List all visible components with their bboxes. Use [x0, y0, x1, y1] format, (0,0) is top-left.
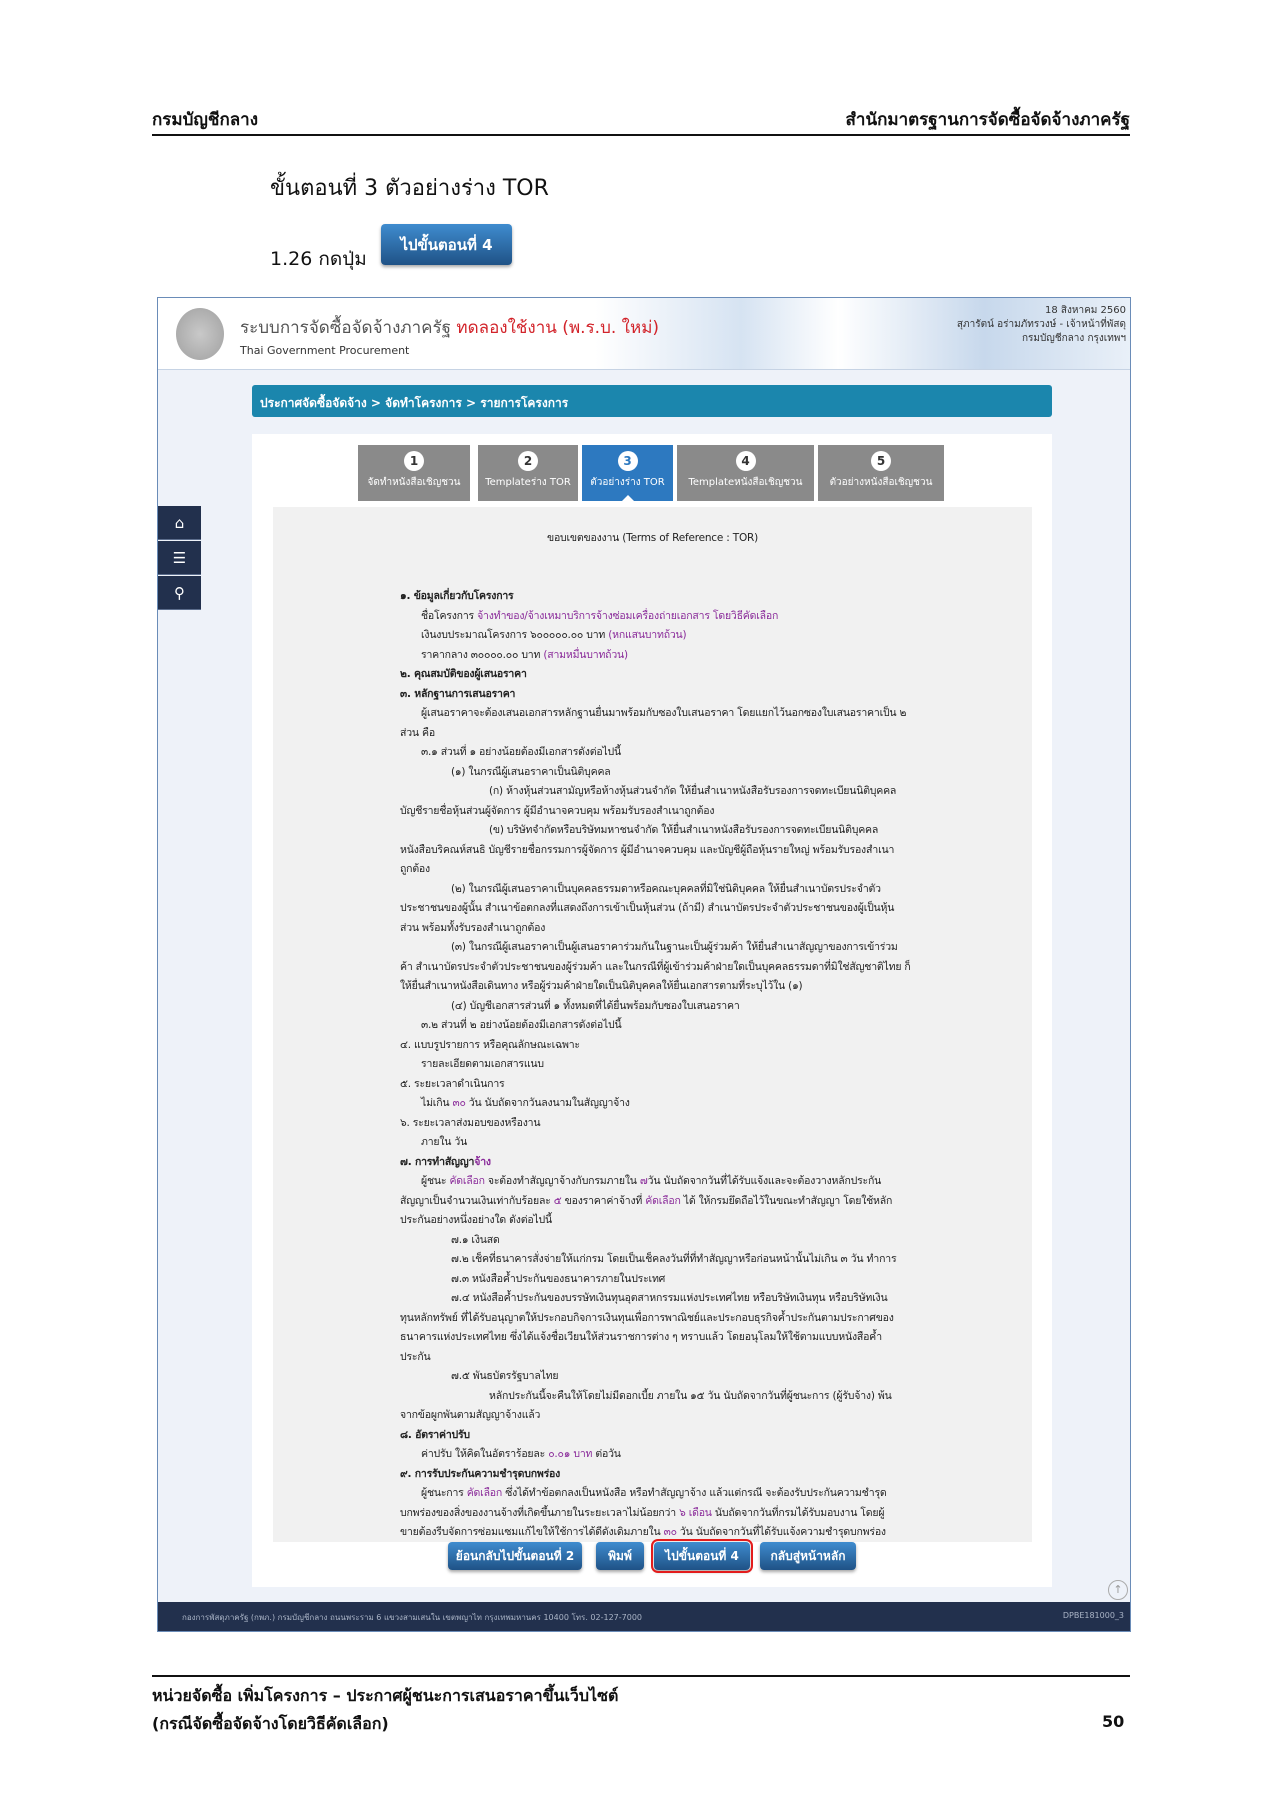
section-heading: ขั้นตอนที่ 3 ตัวอย่างร่าง TOR: [270, 176, 549, 201]
line-text: ๑. ข้อมูลเกี่ยวกับโครงการ: [400, 590, 514, 602]
line-text: ผู้เสนอราคาจะต้องเสนอเอกสารหลักฐานยื่นมาพร้อมกับซองใบเสนอราคา โดยแยกไว้นอกซองใบเสนอราคาเป็น ๒: [421, 707, 907, 719]
line-text: ๗. การทำสัญญา: [400, 1155, 475, 1168]
line-text: (๑) ในกรณีผู้เสนอราคาเป็นนิติบุคคล: [451, 765, 611, 778]
active-caret-icon: [621, 495, 635, 502]
tab-label: ตัวอย่างหนังสือเชิญชวน: [829, 477, 933, 488]
tor-document: [273, 507, 1032, 1542]
line-text: หนังสือบริคณห์สนธิ บัญชีรายชื่อกรรมการผู้จัดการ ผู้มีอำนาจควบคุม และบัญชีผู้ถือหุ้นรายใหญ่ พร้อมรับรองสำเนา: [400, 843, 895, 856]
line-text: วัน นับถัดจากวันที่ได้รับแจ้งความชำรุดบกพร่อง: [676, 1526, 886, 1538]
document-line: [400, 977, 802, 994]
step-number: 2: [518, 451, 538, 471]
line-text: ราคากลาง ๓๐๐๐๐.๐๐ บาท: [421, 648, 544, 661]
filled-value: คัดเลือก: [466, 1487, 503, 1499]
step-number: 1: [404, 451, 424, 471]
document-line: [489, 1387, 892, 1404]
line-text: ภายใน วัน: [421, 1136, 468, 1148]
garuda-logo: [176, 308, 224, 360]
document-line: [400, 1523, 886, 1540]
document-line: [421, 1055, 544, 1072]
line-text: บัญชีรายชื่อหุ้นส่วนผู้จัดการ ผู้มีอำนาจควบคุม พร้อมรับรองสำเนาถูกต้อง: [400, 804, 715, 817]
document-line: [421, 1172, 881, 1189]
document-line: [451, 1250, 896, 1267]
document-line: [421, 607, 778, 624]
next-step-4-button[interactable]: ไปขั้นตอนที่ 4: [654, 1542, 750, 1570]
document-line: [421, 1484, 887, 1501]
line-text: ธนาคารแห่งประเทศไทย ซึ่งได้แจ้งชื่อเวียนให้ส่วนราชการต่าง ๆ ทราบแล้ว โดยอนุโลมให้ใช้ตามแบบหนังสือค้ำ: [400, 1331, 882, 1343]
line-text: ๙. การรับประกันความชำรุดบกพร่อง: [400, 1467, 561, 1480]
document-line: [400, 1036, 580, 1053]
line-text: ๗.๔ หนังสือค้ำประกันของบรรษัทเงินทุนอุตสาหกรรมแห่งประเทศไทย หรือบริษัทเงินทุน หรือบริษัทเงิน: [451, 1292, 888, 1304]
tab-label: Templateร่าง TOR: [485, 477, 571, 488]
line-text: ๗.๒ เช็คที่ธนาคารสั่งจ่ายให้แก่กรม โดยเป็นเช็คลงวันที่ที่ทำสัญญาหรือก่อนหน้านั้นไม่เกิน ๓ วัน ทำการ: [451, 1253, 897, 1265]
document-line: [400, 1328, 882, 1345]
document-line: [421, 1133, 467, 1150]
line-text: ขายต้องรีบจัดการซ่อมแซมแก้ไขให้ใช้การได้ดีดังเดิมภายใน: [400, 1526, 664, 1538]
line-text: จะต้องทำสัญญาจ้างกับกรมภายใน: [484, 1175, 640, 1187]
line-text: วัน นับถัดจากวันลงนามในสัญญาจ้าง: [465, 1097, 630, 1109]
line-text: ๗.๑ เงินสด: [451, 1233, 500, 1246]
footer-subtitle: (กรณีจัดซื้อจัดจ้างโดยวิธีคัดเลือก): [152, 1714, 389, 1733]
filled-value: ๓๐: [452, 1097, 466, 1109]
line-text: ผู้ชนะการ: [421, 1487, 467, 1499]
content-panel: [252, 434, 1052, 1587]
app-screenshot: [157, 297, 1131, 1632]
page-code: DPBE181000_3: [1062, 1611, 1124, 1620]
app-title: [240, 314, 659, 341]
line-text: ๗.๕ พันธบัตรรัฐบาลไทย: [451, 1370, 559, 1382]
filled-value: ๖ เดือน: [679, 1506, 712, 1519]
tab-step-1[interactable]: [358, 445, 470, 501]
line-text: ประกันอย่างหนึ่งอย่างใด ดังต่อไปนี้: [400, 1214, 552, 1226]
line-text: ถูกต้อง: [400, 863, 430, 875]
current-date: 18 สิงหาคม 2560: [1044, 305, 1126, 316]
instruction-text: 1.26 กดปุ่ม: [270, 248, 367, 270]
line-text: (๔) บัญชีเอกสารส่วนที่ ๑ ทั้งหมดที่ได้ยื่นพร้อมกับซองใบเสนอราคา: [451, 999, 740, 1012]
document-line: [451, 1231, 500, 1248]
line-text: ประกัน: [400, 1350, 431, 1363]
document-line: [489, 821, 878, 838]
filled-value: ๗: [639, 1175, 648, 1187]
tab-step-5[interactable]: [818, 445, 944, 501]
back-to-step-2-button[interactable]: ย้อนกลับไปขั้นตอนที่ 2: [448, 1542, 582, 1570]
line-text: จากข้อผูกพันตามสัญญาจ้างแล้ว: [400, 1409, 541, 1421]
document-line: [400, 1211, 552, 1228]
document-line: [400, 1153, 491, 1170]
line-text: ซึ่งได้ทำข้อตกลงเป็นหนังสือ หรือทำสัญญาจ้าง แล้วแต่กรณี จะต้องรับประกันความชำรุด: [502, 1487, 887, 1499]
line-text: ไม่เกิน: [421, 1097, 453, 1109]
footer-address: กองการพัสดุภาครัฐ (กพภ.) กรมบัญชีกลาง ถนนพระราม 6 แขวงสามเสนใน เขตพญาไท กรุงเทพมหานคร 10400 โทร. 02-127-7000: [182, 1613, 642, 1622]
filled-value: ๕: [553, 1194, 562, 1207]
user-info: [957, 304, 1126, 346]
filled-value: จ้าง: [474, 1155, 491, 1168]
footer-title: หน่วยจัดซื้อ เพิ่มโครงการ – ประกาศผู้ชนะการเสนอราคาขึ้นเว็บไซต์: [152, 1686, 619, 1705]
line-text: (๒) ในกรณีผู้เสนอราคาเป็นบุคคลธรรมดาหรือคณะบุคคลที่มิใช่นิติบุคคล ให้ยื่นสำเนาบัตรประจำตัว: [451, 882, 881, 895]
filled-value: จ้างทำของ/จ้างเหมาบริการจ้างซ่อมเครื่องถ่ายเอกสาร โดยวิธีคัดเลือก: [477, 609, 779, 622]
document-line: [400, 724, 435, 741]
document-line: [400, 841, 894, 858]
document-line: [421, 1016, 621, 1033]
document-line: [421, 626, 686, 643]
user-org: กรมบัญชีกลาง กรุงเทพฯ: [1021, 333, 1126, 344]
document-line: [400, 1309, 894, 1326]
filled-value: คัดเลือก: [645, 1194, 681, 1207]
breadcrumb: ประกาศจัดซื้อจัดจ้าง > จัดทำโครงการ > รายการโครงการ: [252, 385, 1052, 417]
line-text: ๘. อัตราค่าปรับ: [400, 1428, 470, 1441]
document-line: [421, 1445, 621, 1462]
document-line: [400, 919, 545, 936]
document-line: [421, 704, 906, 721]
line-text: (ก) ห้างหุ้นส่วนสามัญหรือห้างหุ้นส่วนจำกัด ให้ยื่นสำเนาหนังสือรับรองการจดทะเบียนนิติบุคคล: [489, 785, 897, 797]
page-header-left: กรมบัญชีกลาง: [152, 110, 259, 130]
line-text: รายละเอียดตามเอกสารแนบ: [421, 1058, 544, 1070]
document-line: [400, 958, 911, 975]
line-text: (ข) บริษัทจำกัดหรือบริษัทมหาชนจำกัด ให้ยื่นสำเนาหนังสือรับรองการจดทะเบียนนิติบุคคล: [489, 824, 879, 836]
document-line: [400, 1192, 892, 1209]
step-number: 4: [736, 451, 756, 471]
step-number: 5: [871, 451, 891, 471]
document-line: [400, 802, 714, 819]
tab-label: Templateหนังสือเชิญชวน: [688, 477, 803, 488]
step-number: 3: [618, 451, 638, 471]
line-text: ค่าปรับ ให้คิดในอัตราร้อยละ: [421, 1448, 549, 1460]
document-line: [421, 1094, 630, 1111]
line-text: ของราคาค่าจ้างที่: [561, 1194, 646, 1207]
line-text: ๒. คุณสมบัติของผู้เสนอราคา: [400, 668, 527, 680]
line-text: (๓) ในกรณีผู้เสนอราคาเป็นผู้เสนอราคาร่วมกันในฐานะเป็นผู้ร่วมค้า ให้ยื่นสำเนาสัญญาของการเข้าร่วม: [451, 941, 898, 953]
home-icon[interactable]: ⌂: [158, 506, 201, 540]
document-line: [400, 860, 430, 877]
document-line: [451, 1367, 558, 1384]
document-line: [400, 665, 527, 682]
line-text: ส่วน คือ: [400, 726, 435, 739]
line-text: ส่วน พร้อมทั้งรับรองสำเนาถูกต้อง: [400, 921, 546, 934]
document-line: [400, 1426, 470, 1443]
document-line: [400, 1504, 884, 1521]
line-text: ๗.๓ หนังสือค้ำประกันของธนาคารภายในประเทศ: [451, 1272, 666, 1285]
filled-value: (สามหมื่นบาทถ้วน): [543, 648, 628, 661]
line-text: ๓. หลักฐานการเสนอราคา: [400, 687, 516, 700]
line-text: ๓.๒ ส่วนที่ ๒ อย่างน้อยต้องมีเอกสารดังต่อไปนี้: [421, 1019, 622, 1031]
scroll-to-top-icon[interactable]: ↑: [1108, 1580, 1128, 1600]
document-line: [421, 646, 628, 663]
app-trial-label: ทดลองใช้งาน (พ.ร.บ. ใหม่): [456, 318, 660, 338]
filled-value: (หกแสนบาทถ้วน): [608, 629, 687, 641]
line-text: ๓.๑ ส่วนที่ ๑ อย่างน้อยต้องมีเอกสารดังต่อไปนี้: [421, 746, 621, 758]
app-banner: [158, 298, 1130, 370]
tab-step-4[interactable]: [677, 445, 814, 501]
line-text: ผู้ชนะ: [421, 1175, 450, 1187]
line-text: หลักประกันนี้จะคืนให้โดยไม่มีดอกเบี้ย ภายใน ๑๕ วัน นับถัดจากวันที่ผู้ชนะการ (ผู้รับจ้าง) พ้น: [489, 1389, 892, 1402]
line-text: ต่อวัน: [592, 1448, 621, 1460]
document-line: [400, 1075, 504, 1092]
next-step-button-sample: ไปขั้นตอนที่ 4: [381, 224, 512, 265]
document-line: [400, 685, 515, 702]
tab-label: ตัวอย่างร่าง TOR: [590, 477, 665, 488]
document-line: [421, 743, 621, 760]
filled-value: ๐.๐๑ บาท: [548, 1448, 593, 1460]
print-button[interactable]: พิมพ์: [596, 1542, 644, 1570]
document-title: ขอบเขตของงาน (Terms of Reference : TOR): [546, 532, 759, 544]
document-line: [400, 1348, 430, 1365]
line-text: ชื่อโครงการ: [421, 609, 478, 622]
line-text: บกพร่องของสิ่งของงานจ้างที่เกิดขึ้นภายในระยะเวลาไม่น้อยกว่า: [400, 1506, 680, 1519]
app-footer: [158, 1602, 1130, 1631]
line-text: ทุนหลักทรัพย์ ที่ได้รับอนุญาตให้ประกอบกิจการเงินทุนเพื่อการพาณิชย์และประกอบธุรกิจค้ำประกันตามประกาศของ: [400, 1311, 894, 1324]
document-line: [451, 1289, 887, 1306]
document-line: [451, 997, 740, 1014]
search-icon[interactable]: ⚲: [158, 576, 201, 610]
tab-label: จัดทำหนังสือเชิญชวน: [367, 477, 461, 488]
app-title-text: ระบบการจัดซื้อจัดจ้างภาครัฐ: [240, 318, 452, 338]
document-line: [400, 587, 514, 604]
line-text: ๕. ระยะเวลาดำเนินการ: [400, 1077, 505, 1090]
line-text: ค้า สำเนาบัตรประจำตัวประชาชนของผู้ร่วมค้า และในกรณีที่ผู้เข้าร่วมค้าฝ่ายใดเป็นบุคคลธรรมดาที่มิใช่สัญชาติไทย ก็: [400, 960, 911, 973]
document-line: [400, 1406, 540, 1423]
line-text: ๖. ระยะเวลาส่งมอบของหรืองาน: [400, 1116, 541, 1129]
line-text: นับถัดจากวันที่กรมได้รับมอบงาน โดยผู้: [711, 1506, 885, 1519]
page-number: 50: [1102, 1712, 1125, 1731]
app-subtitle: Thai Government Procurement: [240, 344, 410, 357]
document-line: [400, 899, 894, 916]
line-text: ๔. แบบรูปรายการ หรือคุณลักษณะเฉพาะ: [400, 1038, 580, 1051]
user-name: สุภารัตน์ อร่ามภัทรวงษ์ - เจ้าหน้าที่พัสดุ: [956, 319, 1126, 330]
home-button[interactable]: กลับสู่หน้าหลัก: [760, 1542, 856, 1570]
line-text: เงินงบประมาณโครงการ ๖๐๐๐๐๐.๐๐ บาท: [421, 629, 609, 641]
line-text: ให้ยื่นสำเนาหนังสือเดินทาง หรือผู้ร่วมค้าฝ่ายใดเป็นนิติบุคคลให้ยื่นเอกสารตามที่ระบุไว้ใน (๑): [400, 980, 803, 992]
line-text: ประชาชนของผู้นั้น สำเนาข้อตกลงที่แสดงถึงการเข้าเป็นหุ้นส่วน (ถ้ามี) สำเนาบัตรประจำตัวประชาชนของผู้เป็นหุ้น: [400, 902, 895, 914]
document-line: [400, 1465, 560, 1482]
document-line: [489, 782, 896, 799]
line-text: วัน นับถัดจากวันที่ได้รับแจ้งและจะต้องวางหลักประกัน: [647, 1175, 882, 1187]
filled-value: ๓๐: [663, 1526, 677, 1538]
tab-step-2[interactable]: [478, 445, 578, 501]
document-line: [451, 880, 881, 897]
line-text: สัญญาเป็นจำนวนเงินเท่ากับร้อยละ: [400, 1194, 554, 1207]
document-line: [451, 763, 611, 780]
page-header-right: สำนักมาตรฐานการจัดซื้อจัดจ้างภาครัฐ: [845, 110, 1130, 130]
tab-step-3[interactable]: [582, 445, 673, 501]
filled-value: คัดเลือก: [449, 1175, 485, 1187]
footer-divider: [152, 1675, 1130, 1677]
header-divider: [152, 134, 1130, 136]
document-line: [451, 938, 898, 955]
document-line: [400, 1114, 540, 1131]
document-line: [451, 1270, 665, 1287]
line-text: ได้ ให้กรมยึดถือไว้ในขณะทำสัญญา โดยใช้หลัก: [680, 1194, 893, 1207]
menu-icon[interactable]: ☰: [158, 541, 201, 575]
